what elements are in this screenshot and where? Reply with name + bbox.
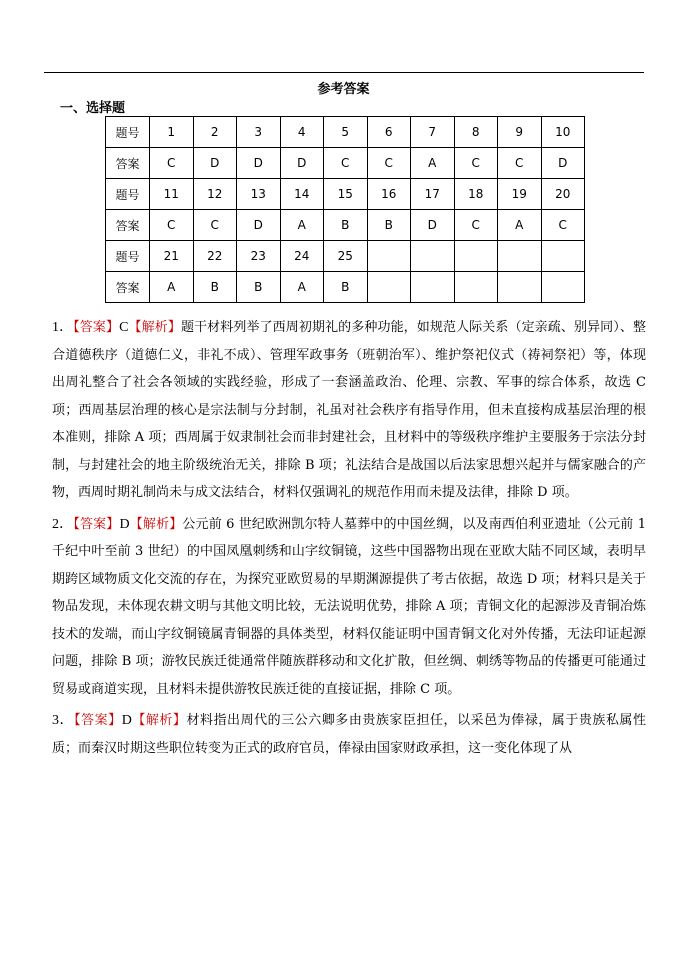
table-cell: 22	[193, 241, 237, 272]
table-cell: A	[280, 210, 324, 241]
table-cell: A	[280, 272, 324, 303]
table-cell: C	[498, 148, 542, 179]
table-cell: 25	[324, 241, 368, 272]
table-cell: B	[324, 210, 368, 241]
table-cell: D	[541, 148, 585, 179]
answer-item-3	[52, 707, 646, 762]
answer-table	[105, 116, 585, 303]
table-cell: 7	[411, 117, 455, 148]
table-cell: 14	[280, 179, 324, 210]
table-cell: 23	[237, 241, 281, 272]
table-cell: 1	[150, 117, 194, 148]
table-cell: 8	[454, 117, 498, 148]
table-cell: C	[150, 210, 194, 241]
page-title: 参考答案	[317, 82, 370, 97]
answer-tag: 【答案】	[74, 713, 122, 728]
table-cell: B	[367, 210, 411, 241]
row-label: 答案	[106, 272, 150, 303]
table-cell	[454, 272, 498, 303]
table-row	[106, 241, 585, 272]
table-cell: 20	[541, 179, 585, 210]
table-cell: 3	[237, 117, 281, 148]
table-cell: D	[193, 148, 237, 179]
answer-item-1	[52, 314, 646, 507]
table-cell: D	[280, 148, 324, 179]
item-number: 3．	[52, 713, 75, 728]
explanation-tag: 【解析】	[128, 320, 181, 335]
table-cell: A	[150, 272, 194, 303]
row-label: 题号	[106, 241, 150, 272]
table-cell: 5	[324, 117, 368, 148]
answer-tag: 【答案】	[73, 320, 120, 335]
top-rule	[44, 72, 644, 73]
table-cell: B	[237, 272, 281, 303]
explanation-text: 材料指出周代的三公六卿多由贵族家臣担任，以采邑为俸禄，属于贵族私属性质；而秦汉时期这些职位转变为正式的政府官员，俸禄由国家财政承担，这一变化体现了从	[52, 713, 646, 756]
answer-letter: D	[119, 516, 130, 532]
table-cell: 17	[411, 179, 455, 210]
table-row	[106, 117, 585, 148]
row-label: 题号	[106, 117, 150, 148]
table-row	[106, 272, 585, 303]
table-cell: 10	[541, 117, 585, 148]
explanation-text: 公元前 6 世纪欧洲凯尔特人墓葬中的中国丝绸，以及南西伯利亚遗址（公元前 1 千纪中叶至前 3 世纪）的中国凤凰刺绣和山字纹铜镜，这些中国器物出现在亚欧大陆不同区域，表明早期跨区域物质文化交流的存在，为探究亚欧贸易的早期渊源提供了考古依据，故选 D 项；材料只是关于物品发现，未体现农耕文明与其他文明比较，无法说明优势，排除 A 项；青铜文化的起源涉及青铜冶炼技术的发端，而山字纹铜镜属青铜器的具体类型，材料仅能证明中国青铜文化对外传播，无法印证起源问题，排除 B 项；游牧民族迁徙通常伴随族群移动和文化扩散，但丝绸、刺绣等物品的传播更可能通过贸易或商道实现，且材料未提供游牧民族迁徙的直接证据，排除 C 项。	[52, 516, 646, 697]
table-cell: C	[454, 148, 498, 179]
table-cell: 13	[237, 179, 281, 210]
table-row	[106, 179, 585, 210]
table-cell	[498, 241, 542, 272]
answer-letter: C	[119, 320, 129, 335]
table-cell: C	[367, 148, 411, 179]
table-cell: B	[193, 272, 237, 303]
table-cell: B	[324, 272, 368, 303]
table-row	[106, 148, 585, 179]
table-cell	[541, 241, 585, 272]
answer-tag: 【答案】	[73, 516, 120, 532]
table-cell: 2	[193, 117, 237, 148]
table-cell: D	[237, 210, 281, 241]
answer-letter: D	[121, 713, 132, 728]
table-cell: 21	[150, 241, 194, 272]
table-cell	[367, 272, 411, 303]
table-cell: 9	[498, 117, 542, 148]
table-cell	[454, 241, 498, 272]
table-cell	[367, 241, 411, 272]
table-cell: D	[237, 148, 281, 179]
row-label: 题号	[106, 179, 150, 210]
table-cell: 6	[367, 117, 411, 148]
table-cell: A	[498, 210, 542, 241]
table-cell: A	[411, 148, 455, 179]
table-cell: C	[454, 210, 498, 241]
table-cell	[411, 272, 455, 303]
section-heading: 一、选择题	[60, 101, 126, 116]
item-number: 1．	[52, 320, 74, 335]
table-cell: 4	[280, 117, 324, 148]
table-cell	[541, 272, 585, 303]
table-cell: 11	[150, 179, 194, 210]
table-cell: D	[411, 210, 455, 241]
table-cell: 19	[498, 179, 542, 210]
table-row	[106, 210, 585, 241]
table-cell: C	[541, 210, 585, 241]
row-label: 答案	[106, 148, 150, 179]
table-cell: 15	[324, 179, 368, 210]
answer-item-2	[52, 511, 646, 704]
table-cell: C	[324, 148, 368, 179]
answer-explanations	[52, 314, 646, 766]
explanation-tag: 【解析】	[131, 713, 187, 728]
table-cell: 16	[367, 179, 411, 210]
row-label: 答案	[106, 210, 150, 241]
table-cell: C	[193, 210, 237, 241]
explanation-text: 题干材料列举了西周初期礼的多种功能，如规范人际关系（定亲疏、别异同）、整合道德秩序（道德仁义，非礼不成）、管理军政事务（班朝治军）、维护祭祀仪式（祷祠祭祀）等，体现出周礼整合了社会各领域的实践经验，形成了一套涵盖政治、伦理、宗教、军事的综合体系，故选 C 项；西周基层治理的核心是宗法制与分封制，礼虽对社会秩序有指导作用，但未直接构成基层治理的根本准则，排除 A 项；西周属于奴隶制社会而非封建社会，且材料中的等级秩序维护主要服务于宗法分封制，与封建社会的地主阶级统治无关，排除 B 项；礼法结合是战国以后法家思想兴起并与儒家融合的产物，西周时期礼制尚未与成文法结合，材料仅强调礼的规范作用而未提及法律，排除 D 项。	[52, 320, 646, 500]
table-cell: C	[150, 148, 194, 179]
table-cell	[411, 241, 455, 272]
table-cell: 12	[193, 179, 237, 210]
table-cell: 24	[280, 241, 324, 272]
explanation-tag: 【解析】	[129, 516, 183, 532]
table-cell: 18	[454, 179, 498, 210]
table-cell	[498, 272, 542, 303]
item-number: 2．	[52, 516, 74, 532]
